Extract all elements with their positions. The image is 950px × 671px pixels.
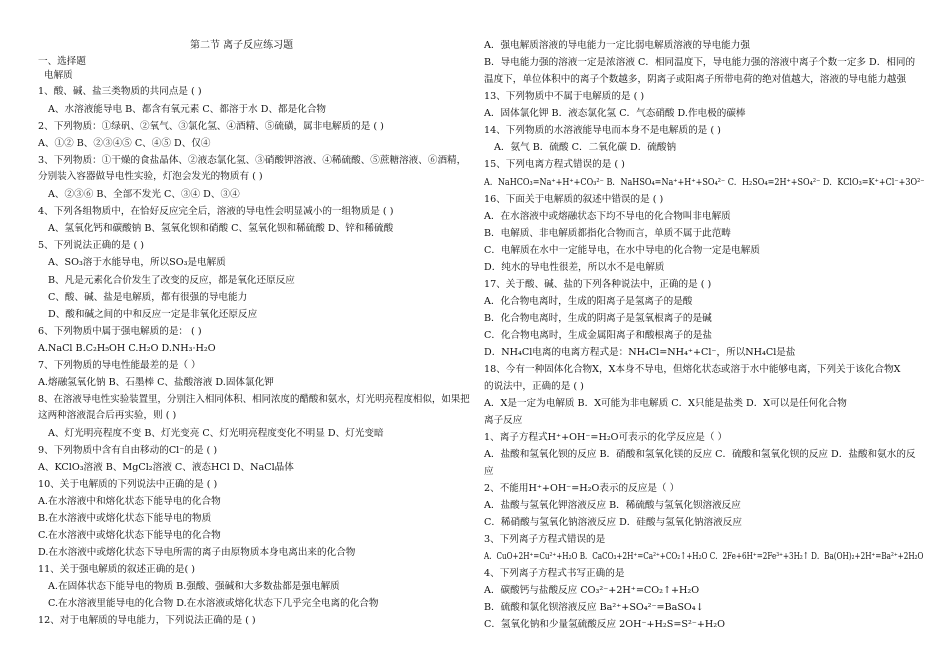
left-text-line: A.熔融氢氧化钠 B、石墨棒 C、盐酸溶液 D.固体氯化钾 <box>38 377 274 388</box>
left-text-line: B.在水溶液中或熔化状态下能导电的物质 <box>38 513 212 524</box>
right-text-line: C．氢氧化钠和少量氢硫酸反应 2OH⁻+H₂S=S²⁻+H₂O <box>484 619 725 630</box>
right-text-line: 2、不能用H⁺+OH⁻=H₂O表示的反应是（ ） <box>484 483 680 494</box>
right-text-line: A．化合物电离时，生成的阳离子是氢离子的是酸 <box>484 296 693 307</box>
right-text-line: 应 <box>484 466 494 477</box>
left-text-line: D、酸和碱之间的中和反应一定是非氧化还原反应 <box>48 309 258 320</box>
left-text-line: C.在水溶液里能导电的化合物 D.在水溶液或熔化状态下几乎完全电离的化合物 <box>48 598 379 609</box>
left-text-line: 一、选择题 <box>38 56 86 67</box>
left-text-line: 6、下列物质中属于强电解质的是： ( ) <box>38 326 202 337</box>
right-text-line: B．硫酸和氯化钡溶液反应 Ba²⁺+SO₄²⁻=BaSO₄↓ <box>484 602 704 613</box>
left-text-line: 8、在溶液导电性实验装置里，分别注入相同体积、相同浓度的醋酸和氨水，灯光明亮程度相似，如果把 <box>38 394 470 405</box>
left-text-line: A、氢氧化钙和碳酸钠 B、氢氧化钡和硝酸 C、氢氧化钡和稀硫酸 D、锌和稀硫酸 <box>48 223 394 234</box>
right-text-line: A．X是一定为电解质 B．X可能为非电解质 C．X只能是盐类 D．X可以是任何化合物 <box>484 398 847 409</box>
left-text-line: A.在固体状态下能导电的物质 B.强酸、强碱和大多数盐都是强电解质 <box>48 581 340 592</box>
left-text-line: 电解质 <box>44 70 73 81</box>
right-text-line: 离子反应 <box>484 415 523 426</box>
left-text-line: A、①② B、②③④⑤ C、④⑤ D、仅④ <box>38 138 211 149</box>
right-text-line: 1、离子方程式H⁺+OH⁻=H₂O可表示的化学反应是（ ） <box>484 432 728 443</box>
left-text-line: 这两种溶液混合后再实验，则 ( ) <box>38 410 177 421</box>
left-text-line: 9、下列物质中含有自由移动的Cl⁻的是 ( ) <box>38 445 218 456</box>
left-text-line: D.在水溶液中或熔化状态下导电所需的离子由原物质本身电离出来的化合物 <box>38 547 356 558</box>
right-text-line: A．碳酸钙与盐酸反应 CO₃²⁻+2H⁺=CO₂↑+H₂O <box>484 585 700 596</box>
right-text-line: 15、下列电离方程式错误的是 ( ) <box>484 159 625 170</box>
right-text-line: A．盐酸与氢氧化钾溶液反应 B．稀硫酸与氢氧化钡溶液反应 <box>484 500 741 511</box>
right-text-line: B．化合物电离时，生成的阴离子是氢氧根离子的是碱 <box>484 313 712 324</box>
right-text-line: D．纯水的导电性很差，所以水不是电解质 <box>484 262 665 273</box>
right-text-line: 16、下面关于电解质的叙述中错误的是 ( ) <box>484 194 664 205</box>
right-text-line: C．稀硝酸与氢氧化钠溶液反应 D．硅酸与氢氧化钠溶液反应 <box>484 517 742 528</box>
right-text-line: 13、下列物质中不属于电解质的是 ( ) <box>484 91 645 102</box>
left-text-line: A、②③⑥ B、全部不发光 C、③④ D、③④ <box>48 189 240 200</box>
left-text-line: A、KClO₃溶液 B、MgCl₂溶液 C、液态HCl D、NaCl晶体 <box>38 462 294 473</box>
right-text-line: A．盐酸和氢氧化钡的反应 B．硝酸和氢氧化镁的反应 C．硫酸和氢氧化钡的反应 D．盐酸和氨水的反 <box>484 449 916 460</box>
left-text-line: 11、关于强电解质的叙述正确的是( ) <box>38 564 196 575</box>
right-text-line: 18、今有一种固体化合物X，X本身不导电，但熔化状态或溶于水中能够电离，下列关于该化合物X <box>484 364 901 375</box>
right-text-line: A．强电解质溶液的导电能力一定比弱电解质溶液的导电能力强 <box>484 40 750 51</box>
left-text-line: 3、下列物质：①干燥的食盐晶体、②液态氯化氢、③硝酸钾溶液、④稀硫酸、⑤蔗糖溶液、⑥酒精， <box>38 155 467 166</box>
right-text-line: 4、下列离子方程式书写正确的是 <box>484 568 625 579</box>
right-text-line: 14、下列物质的水溶液能导电而本身不是电解质的是 ( ) <box>484 125 721 136</box>
right-text-line: B．电解质、非电解质都指化合物而言，单质不属于此范畴 <box>484 228 731 239</box>
right-text-line: B．导电能力强的溶液一定是浓溶液 C．相同温度下，导电能力强的溶液中离子个数一定多 D．相同的 <box>484 57 916 68</box>
left-text-line: 分别装入容器做导电性实验，灯泡会发光的物质有 ( ) <box>38 171 263 182</box>
right-text-line: D．NH₄Cl电离的电离方程式是：NH₄Cl=NH₄⁺+Cl⁻，所以NH₄Cl是盐 <box>484 347 796 358</box>
right-text-line: 17、关于酸、碱、盐的下列各种说法中，正确的是 ( ) <box>484 279 712 290</box>
right-text-line: C．电解质在水中一定能导电，在水中导电的化合物一定是电解质 <box>484 245 760 256</box>
right-text-line: 温度下，单位体积中的离子个数越多，阴离子或阳离子所带电荷的绝对值越大，溶液的导电能力越强 <box>484 74 907 85</box>
left-text-line: 7、下列物质的导电性能最差的是（ ） <box>38 360 201 371</box>
left-text-line: 5、下列说法正确的是 ( ) <box>38 240 145 251</box>
right-text-line: C．化合物电离时，生成金属阳离子和酸根离子的是盐 <box>484 330 712 341</box>
left-text-line: A.在水溶液中和熔化状态下能导电的化合物 <box>38 496 221 507</box>
right-text-line: A．CuO+2H⁺=Cu²⁺+H₂O B．CaCO₃+2H⁺=Ca²⁺+CO₂↑+H₂O C．2Fe+6H⁺=2Fe³⁺+3H₂↑ D．Ba(OH)₂+2H⁺=Ba²⁺+2H₂O <box>484 551 924 562</box>
left-text-line: A、SO₃溶于水能导电，所以SO₃是电解质 <box>48 257 226 268</box>
left-text-line: A.NaCl B.C₂H₅OH C.H₂O D.NH₃·H₂O <box>38 343 216 354</box>
right-text-line: 3、下列离子方程式错误的是 <box>484 534 606 545</box>
right-text-line: A．氨气 B．硫酸 C．二氧化碳 D．硫酸钠 <box>494 142 677 153</box>
right-text-line: A．固体氯化钾 B．液态氯化氢 C．气态硝酸 D.作电极的碳棒 <box>484 108 746 119</box>
left-text-line: A、灯光明亮程度不变 B、灯光变亮 C、灯光明亮程度变化不明显 D、灯光变暗 <box>48 428 384 439</box>
left-text-line: C.在水溶液中或熔化状态下能导电的化合物 <box>38 530 221 541</box>
right-text-line: A．NaHCO₃=Na⁺+H⁺+CO₃²⁻ B．NaHSO₄=Na⁺+H⁺+SO₄²⁻ C．H₂SO₄=2H⁺+SO₄²⁻ D．KClO₃=K⁺+Cl⁻+3O²⁻ <box>484 177 925 188</box>
left-text-line: C、酸、碱、盐是电解质，都有很强的导电能力 <box>48 292 248 303</box>
right-text-line: 的说法中，正确的是 ( ) <box>484 381 584 392</box>
left-text-line: 2、下列物质：①绿矾、②氧气、③氯化氢、④酒精、⑤硫磺，属非电解质的是 ( ) <box>38 121 384 132</box>
left-text-line: 12、对于电解质的导电能力，下列说法正确的是 ( ) <box>38 615 256 626</box>
left-text-line: A、水溶液能导电 B、都含有氧元素 C、都溶于水 D、都是化合物 <box>48 104 327 115</box>
left-text-line: 4、下列各组物质中，在恰好反应完全后，溶液的导电性会明显减小的一组物质是 ( ) <box>38 206 394 217</box>
left-text-line: 1、酸、碱、盐三类物质的共同点是 ( ) <box>38 86 202 97</box>
left-text-line: 第二节 离子反应练习题 <box>190 40 294 51</box>
left-text-line: 10、关于电解质的下列说法中正确的是 ( ) <box>38 479 218 490</box>
right-text-line: A．在水溶液中或熔融状态下均不导电的化合物叫非电解质 <box>484 211 731 222</box>
left-text-line: B、凡是元素化合价发生了改变的反应，都是氧化还原反应 <box>48 275 295 286</box>
